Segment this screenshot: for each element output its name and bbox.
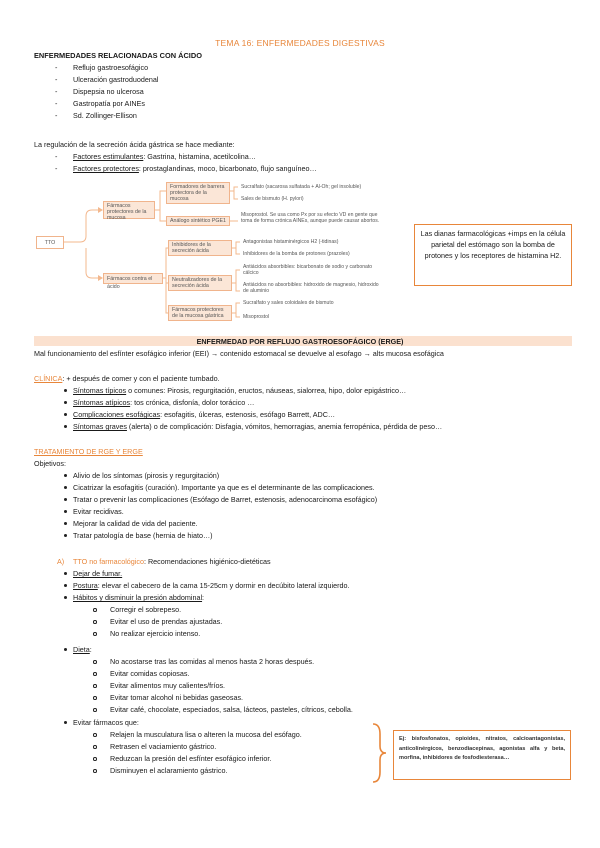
list-item: Corregir el sobrepeso. bbox=[110, 605, 182, 614]
dash: - bbox=[55, 75, 58, 84]
nonpharm-text: : Recomendaciones higiénico-dietéticas bbox=[143, 557, 271, 566]
habits-label: Hábitos y disminuir la presión abdominal bbox=[73, 593, 203, 602]
regulation-label: Factores protectores bbox=[73, 164, 139, 173]
diagram-acid-group: Fármacos contra el ácido bbox=[103, 273, 163, 284]
erge-definition: Mal funcionamiento del esfínter esofágico inferior (EEI) → contenido estomacal se devuelve al esofago → alts mucosa esofágica bbox=[34, 349, 444, 358]
clinica-item-text: (alerta) o de complicación: Disfagia, vómitos, hemorragias, anemia ferropénica, pérdida de peso… bbox=[126, 422, 443, 431]
nonpharm-line bbox=[73, 557, 271, 566]
dash: - bbox=[55, 111, 58, 120]
diagram-root: TTO bbox=[36, 236, 64, 249]
sub-bullet bbox=[93, 696, 97, 700]
diagram-item: Antagonistas histaminérgicos H2 (-tidinas) bbox=[243, 239, 339, 245]
section-letter: A) bbox=[57, 557, 65, 566]
list-item: Relajen la musculatura lisa o alteren la mucosa del esófago. bbox=[110, 730, 302, 739]
list-item: Cicatrizar la esofagitis (curación). Importante ya que es el determinante de las complicaciones. bbox=[73, 483, 375, 492]
clinica-item-label: Complicaciones esofágicas bbox=[73, 410, 161, 419]
drugs-label: Evitar fármacos que: bbox=[73, 718, 139, 727]
diagram-inhib: Inhibidores de la secreción ácida bbox=[168, 240, 232, 256]
clinica-text: : + después de comer y con el paciente tumbado. bbox=[62, 374, 220, 383]
diagram-pge: Análogo sintético PGE1 bbox=[166, 216, 230, 226]
bullet bbox=[64, 596, 67, 599]
bullet bbox=[64, 584, 67, 587]
bullet bbox=[64, 572, 67, 575]
list-item: Sd. Zollinger-Ellison bbox=[73, 111, 137, 120]
colon: : bbox=[89, 645, 92, 654]
diagram-prot-group: Fármacos protectores de la mucosa bbox=[103, 201, 155, 219]
list-item bbox=[73, 410, 335, 419]
diagram-item: Antiácidos absorbibles: bicarbonato de sodio y carbonato cálcico bbox=[243, 264, 373, 276]
list-item: Mejorar la calidad de vida del paciente. bbox=[73, 519, 198, 528]
posture-text: : elevar el cabecero de la cama 15-25cm y dormir en decúbito lateral izquierdo. bbox=[97, 581, 350, 590]
diagram-barrier: Formadores de barrera protectora de la mucosa bbox=[166, 182, 230, 204]
bullet bbox=[64, 522, 67, 525]
bullet bbox=[64, 534, 67, 537]
sub-bullet bbox=[93, 660, 97, 664]
diagram-item: Misoprostol. Se usa como Px por su efecto VD en gente que toma de forma crónica AINEs, aunque puede causar abortos. bbox=[241, 212, 380, 224]
diagram-item: Inhibidores de la bomba de protones (prazoles) bbox=[243, 251, 350, 257]
regulation-text: : prostaglandinas, moco, bicarbonato, flujo sanguíneo… bbox=[138, 164, 317, 173]
sub-bullet bbox=[93, 733, 97, 737]
sub-bullet bbox=[93, 608, 97, 612]
sub-bullet bbox=[93, 745, 97, 749]
bullet bbox=[64, 486, 67, 489]
objectives-label: Objetivos: bbox=[34, 459, 66, 468]
list-item: Reduzcan la presión del esfínter esofágico inferior. bbox=[110, 754, 272, 763]
list-item bbox=[73, 386, 406, 395]
clinica-item-text: o comunes: Pirosis, regurgitación, eructos, náuseas, sialorrea, hipo, dolor epigástrico… bbox=[126, 386, 407, 395]
diagram-item: Antiácidos no absorbibles: hidroxido de magnesio, hidroxido de aluminio bbox=[243, 282, 379, 294]
sub-bullet bbox=[93, 684, 97, 688]
clinica-label: CLÍNICA bbox=[34, 374, 63, 383]
list-item: Ulceración gastroduodenal bbox=[73, 75, 159, 84]
sub-bullet bbox=[93, 672, 97, 676]
list-item bbox=[73, 398, 254, 407]
bullet bbox=[64, 721, 67, 724]
nonpharm-label: TTO no farmacológico bbox=[73, 557, 144, 566]
list-item: Alivio de los síntomas (pirosis y regurgitación) bbox=[73, 471, 220, 480]
clinica-line bbox=[34, 374, 220, 383]
dash: - bbox=[55, 63, 58, 72]
sub-bullet bbox=[93, 757, 97, 761]
list-item: No acostarse tras las comidas al menos hasta 2 horas después. bbox=[110, 657, 315, 666]
clinica-item-text: : esofagitis, úlceras, estenosis, esófago Barrett, ADC… bbox=[160, 410, 336, 419]
erge-heading: ENFERMEDAD POR REFLUJO GASTROESOFÁGICO (ERGE) bbox=[196, 337, 404, 346]
note-box: Las dianas farmacológicas +imps en la célula parietal del estómago son la bomba de protones y los receptores de histamina H2. bbox=[414, 224, 572, 286]
list-item: Evitar comidas copiosas. bbox=[110, 669, 190, 678]
dash: - bbox=[55, 99, 58, 108]
dash: - bbox=[55, 152, 58, 161]
list-item: No realizar ejercicio intenso. bbox=[110, 629, 201, 638]
list-item: Evitar el uso de prendas ajustadas. bbox=[110, 617, 223, 626]
list-item: Dispepsia no ulcerosa bbox=[73, 87, 144, 96]
diagram-item: Sucralfato y sales coloidales de bismuto bbox=[243, 300, 334, 306]
treatment-heading: TRATAMIENTO DE RGE Y ERGE bbox=[34, 447, 143, 456]
brace-icon bbox=[370, 722, 390, 784]
list-item: Tratar patología de base (hernia de hiato…) bbox=[73, 531, 213, 540]
list-item bbox=[73, 645, 92, 654]
diet-label: Dieta bbox=[73, 645, 90, 654]
clinica-item-label: Síntomas atípicos bbox=[73, 398, 131, 407]
list-item bbox=[73, 422, 442, 431]
list-item: Evitar alimentos muy calientes/fríos. bbox=[110, 681, 226, 690]
posture-label: Postura bbox=[73, 581, 98, 590]
list-item: Evitar café, chocolate, especiados, salsa, lácteos, pasteles, cítricos, cebolla. bbox=[110, 705, 353, 714]
bullet bbox=[64, 498, 67, 501]
clinica-item-label: Síntomas típicos bbox=[73, 386, 127, 395]
diagram-neut: Neutralizadores de la secreción ácida bbox=[168, 275, 232, 291]
list-item bbox=[73, 593, 204, 602]
sub-bullet bbox=[93, 632, 97, 636]
list-item: Evitar tomar alcohol ni bebidas gaseosas. bbox=[110, 693, 244, 702]
drug-examples-box: Ej: bisfosfonatos, opioides, nitratos, calcioantagonistas, anticolinérgicos, benzodiacepinas, agonistas alfa y beta, morfina, inhibidores de fosfodiesterasa… bbox=[393, 730, 571, 780]
regulation-label: Factores estimulantes bbox=[73, 152, 144, 161]
clinica-item-label: Síntomas graves bbox=[73, 422, 127, 431]
page-title: TEMA 16: ENFERMEDADES DIGESTIVAS bbox=[215, 38, 385, 48]
list-item: Dejar de fumar. bbox=[73, 569, 123, 578]
list-item: Evitar recidivas. bbox=[73, 507, 124, 516]
diagram-item: Misoprostol bbox=[243, 314, 270, 320]
bullet bbox=[64, 389, 67, 392]
regulation-text: : Gastrina, histamina, acetilcolina… bbox=[143, 152, 256, 161]
sub-bullet bbox=[93, 620, 97, 624]
list-item: Retrasen el vaciamiento gástrico. bbox=[110, 742, 217, 751]
acid-heading: ENFERMEDADES RELACIONADAS CON ÁCIDO bbox=[34, 51, 202, 60]
diagram-item: Sales de bismuto (H. pylori) bbox=[241, 196, 304, 202]
list-item: Disminuyen el aclaramiento gástrico. bbox=[110, 766, 228, 775]
bullet bbox=[64, 413, 67, 416]
bullet bbox=[64, 425, 67, 428]
diagram-item: Sucralfato (sacarosa sulfatada + Al-Oh; gel insoluble) bbox=[241, 184, 362, 190]
bullet bbox=[64, 648, 67, 651]
bullet bbox=[64, 401, 67, 404]
list-item: Tratar o prevenir las complicaciones (Esófago de Barret, estenosis, adenocarcinoma esofágico) bbox=[73, 495, 378, 504]
dash: - bbox=[55, 87, 58, 96]
colon: : bbox=[202, 593, 205, 602]
clinica-item-text: : tos crónica, disfonía, dolor torácico … bbox=[130, 398, 255, 407]
list-item: Reflujo gastroesofágico bbox=[73, 63, 149, 72]
sub-bullet bbox=[93, 769, 97, 773]
list-item bbox=[73, 581, 349, 590]
bullet bbox=[64, 510, 67, 513]
bullet bbox=[64, 474, 67, 477]
dash: - bbox=[55, 164, 58, 173]
regulation-intro: La regulación de la secreción ácida gástrica se hace mediante: bbox=[34, 140, 235, 149]
sub-bullet bbox=[93, 708, 97, 712]
list-item: Gastropatía por AINEs bbox=[73, 99, 145, 108]
diagram-gastric: Fármacos protectores de la mucosa gástrica bbox=[168, 305, 232, 321]
